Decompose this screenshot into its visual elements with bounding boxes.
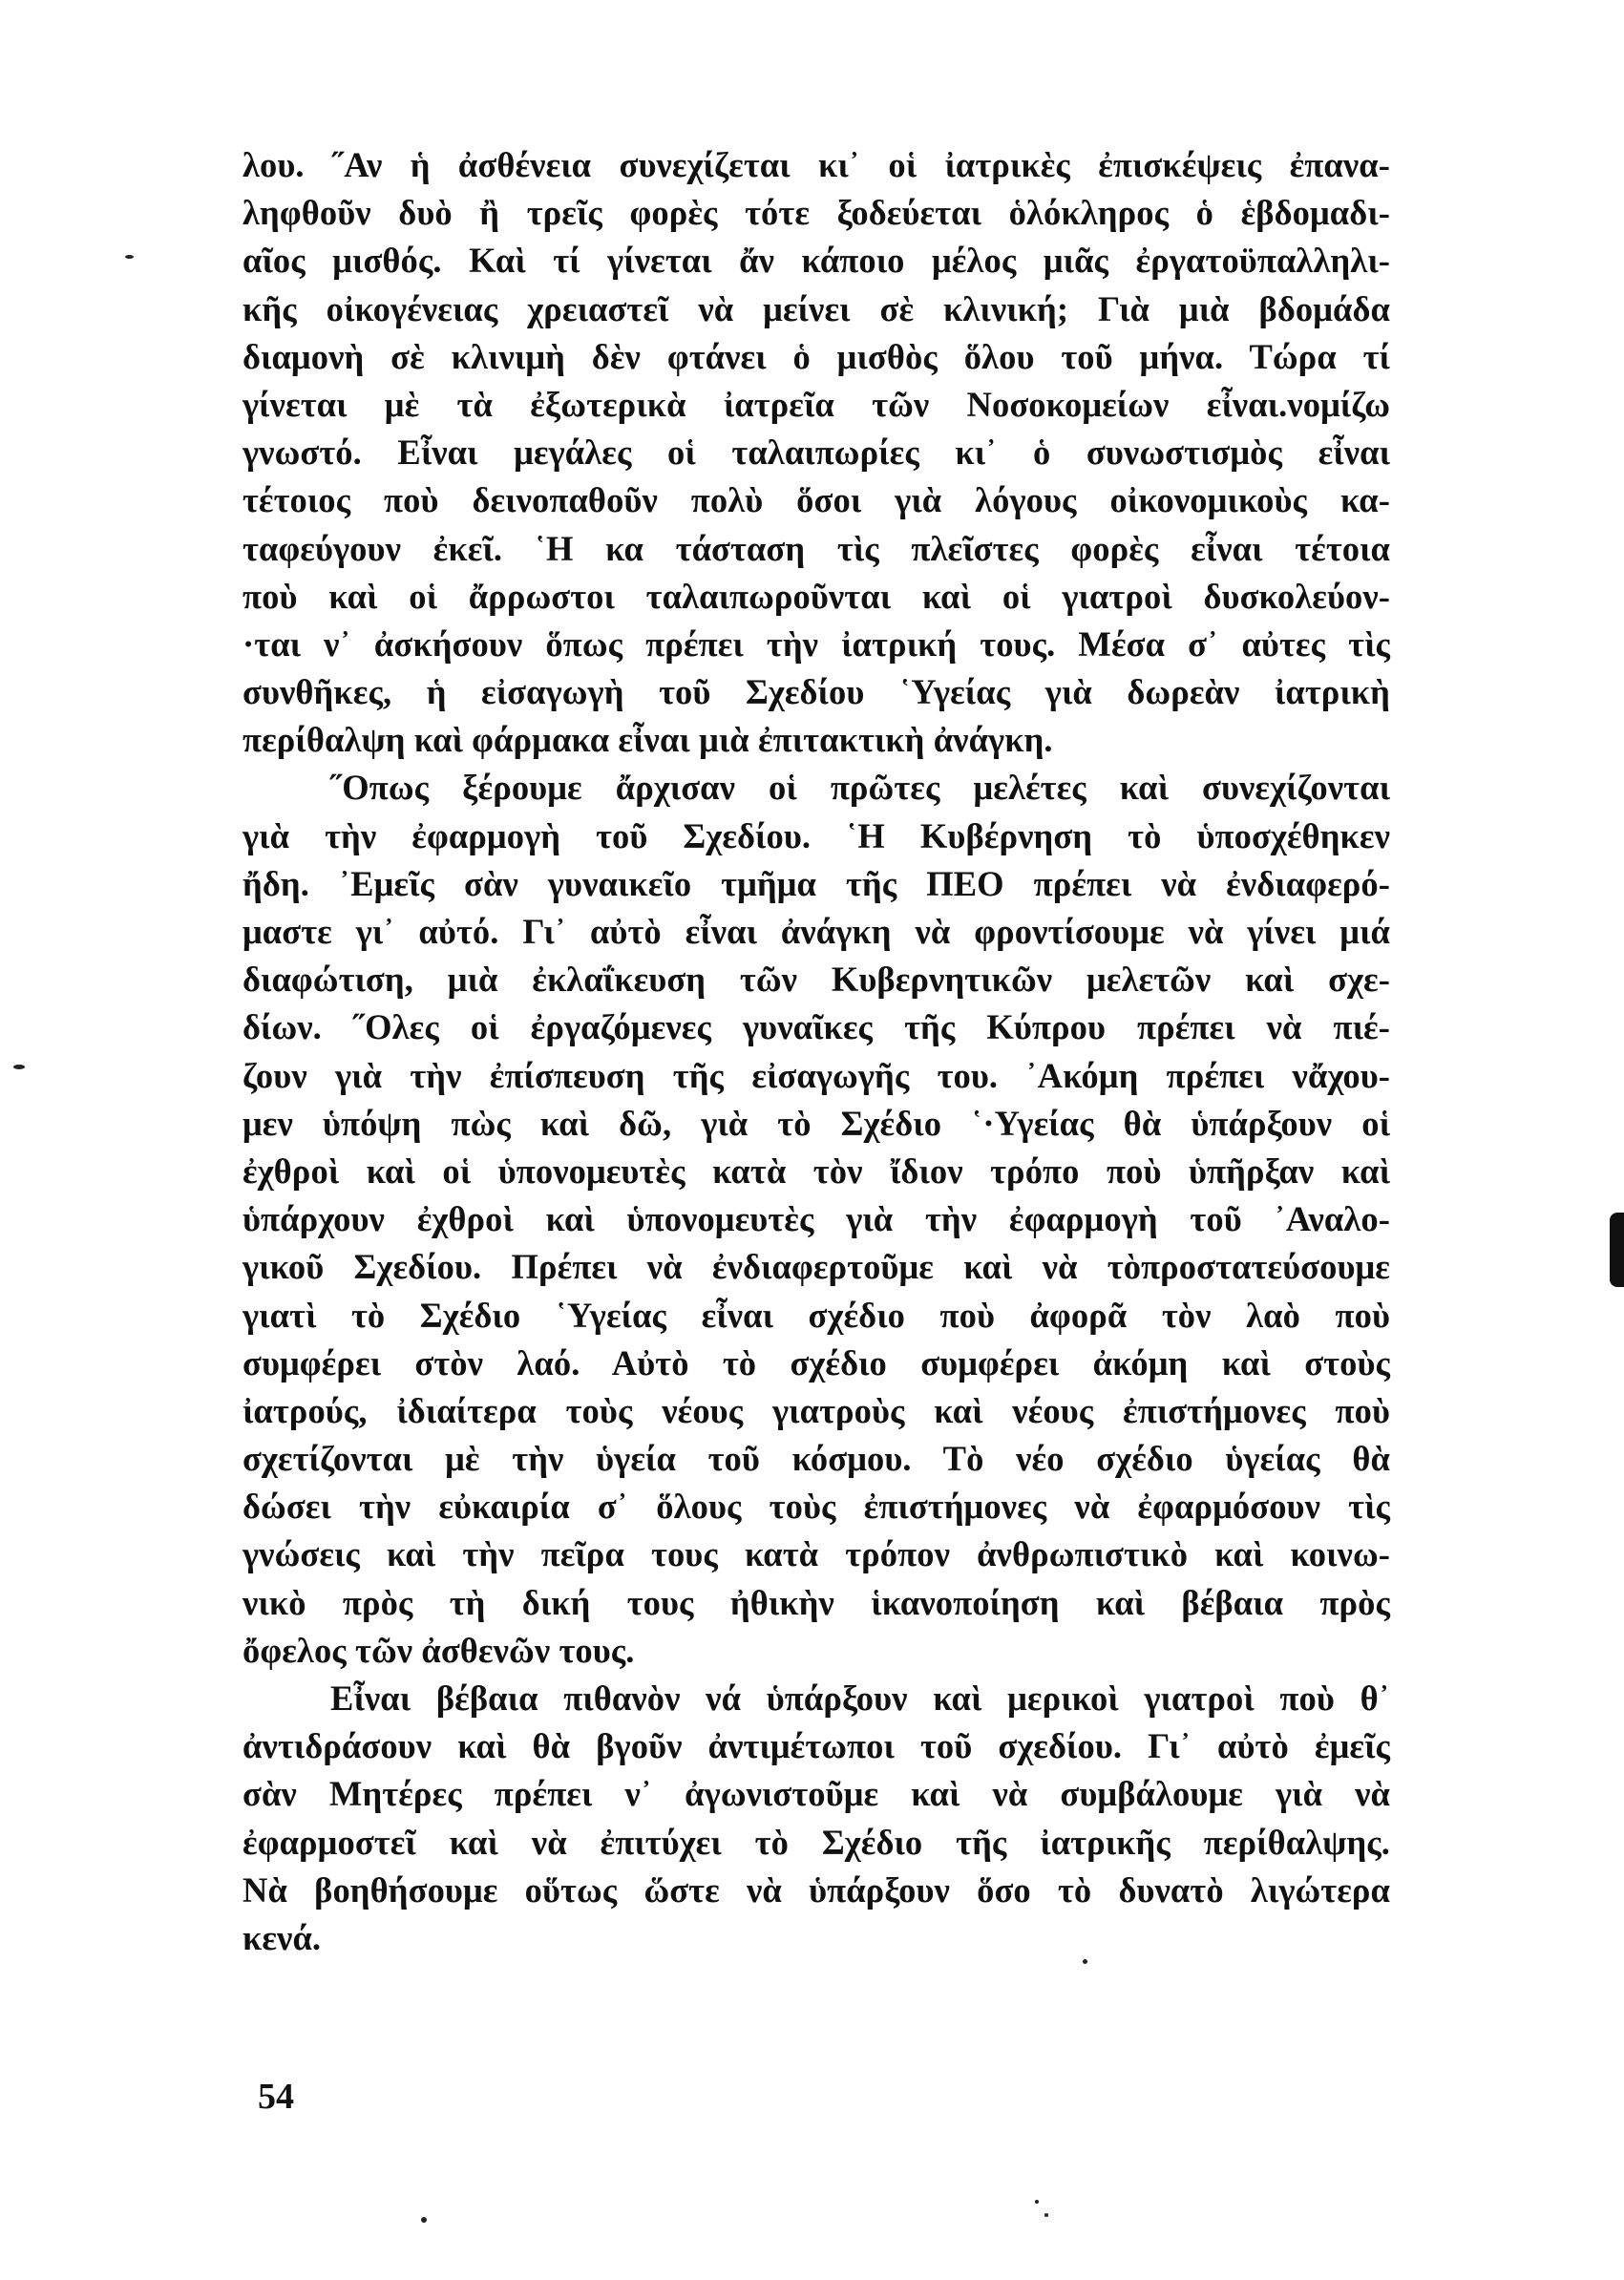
text-line: ἰατρούς, ἰδιαίτερα τοὺς νέους γιατροὺς καὶ νέους ἐπιστήμονες ποὺ: [243, 1390, 1390, 1430]
text-line: κενά.: [243, 1917, 322, 1957]
scan-edge-mark: [1610, 1213, 1624, 1287]
text-line: νικὸ πρὸς τὴ δική τους ἠθικὴν ἱκανοποίηση καὶ βέβαια πρὸς: [243, 1582, 1390, 1622]
text-line: ˝Οπως ξέρουμε ἄρχισαν οἱ πρῶτες μελέτες καὶ συνεχίζονται: [330, 768, 1390, 808]
text-line: ἐφαρμοστεῖ καὶ νὰ ἐπιτύχει τὸ Σχέδιο τῆς ἰατρικῆς περίθαλψης.: [243, 1822, 1390, 1862]
text-line: μαστε γι᾽ αὐτό. Γι᾽ αὐτὸ εἶναι ἀνάγκη νὰ φροντίσουμε νὰ γίνει μιά: [243, 912, 1390, 951]
text-line: γιατὶ τὸ Σχέδιο ῾Υγείας εἶναι σχέδιο ποὺ ἀφορᾶ τὸν λαὸ ποὺ: [243, 1295, 1390, 1335]
text-line: ὑπάρχουν ἐχθροὶ καὶ ὑπονομευτὲς γιὰ τὴν ἐφαρμογὴ τοῦ ᾽Αναλο-: [243, 1199, 1390, 1239]
text-line: γιὰ τὴν ἐφαρμογὴ τοῦ Σχεδίου. ῾Η Κυβέρνηση τὸ ὑποσχέθηκεν: [243, 815, 1390, 855]
text-line: ἀντιδράσουν καὶ θὰ βγοῦν ἀντιμέτωποι τοῦ σχεδίου. Γι᾽ αὐτὸ ἐμεῖς: [243, 1726, 1390, 1766]
text-line: δώσει τὴν εὐκαιρία σ᾽ ὅλους τοὺς ἐπιστήμονες νὰ ἐφαρμόσουν τὶς: [243, 1487, 1390, 1527]
text-line: λου. ˝Αν ἡ ἀσθένεια συνεχίζεται κι᾽ οἱ ἰατρικὲς ἐπισκέψεις ἐπανα-: [243, 145, 1390, 184]
text-line: τέτοιος ποὺ δεινοπαθοῦν πολὺ ὅσοι γιὰ λόγους οἰκονομικοὺς κα-: [243, 480, 1390, 520]
text-line: ταφεύγουν ἐκεῖ. ῾Η κα τάσταση τὶς πλεῖστες φορὲς εἶναι τέτοια: [243, 528, 1390, 568]
text-line: ἐχθροὶ καὶ οἱ ὑπονομευτὲς κατὰ τὸν ἴδιον τρόπο ποὺ ὑπῆρξαν καὶ: [243, 1151, 1390, 1191]
text-line: ζουν γιὰ τὴν ἐπίσπευση τῆς εἰσαγωγῆς του. ᾽Ακόμη πρέπει νἄχου-: [243, 1055, 1390, 1095]
text-line: Νὰ βοηθήσουμε οὕτως ὥστε νὰ ὑπάρξουν ὅσο τὸ δυνατὸ λιγώτερα: [243, 1869, 1390, 1910]
text-line: γίνεται μὲ τὰ ἐξωτερικὰ ἰατρεῖα τῶν Νοσοκομείων εἶναι.νομίζω: [243, 384, 1390, 424]
text-line: σὰν Μητέρες πρέπει ν᾽ ἀγωνιστοῦμε καὶ νὰ συμβάλουμε γιὰ νὰ: [243, 1774, 1390, 1814]
scan-speck: [1044, 2213, 1048, 2217]
text-line: ·ται ν᾽ ἀσκήσουν ὅπως πρέπει τὴν ἰατρική τους. Μέσα σ᾽ αὐτες τὶς: [243, 623, 1390, 664]
text-line: δίων. ˝Ολες οἱ ἐργαζόμενες γυναῖκες τῆς Κύπρου πρέπει νὰ πιέ-: [243, 1007, 1390, 1047]
text-line: κῆς οἰκογένειας χρειαστεῖ νὰ μείνει σὲ κλινική; Γιὰ μιὰ βδομάδα: [243, 288, 1390, 328]
text-line: γνωστό. Εἶναι μεγάλες οἱ ταλαιπωρίες κι᾽ ὁ συνωστισμὸς εἶναι: [243, 433, 1390, 473]
text-line: διαμονὴ σὲ κλινιμὴ δὲν φτάνει ὁ μισθὸς ὅλου τοῦ μήνα. Τώρα τί: [243, 336, 1390, 376]
body-text: [243, 141, 1390, 1962]
text-line: συμφέρει στὸν λαό. Αὐτὸ τὸ σχέδιο συμφέρει ἀκόμη καὶ στοὺς: [243, 1342, 1390, 1383]
scan-speck: [125, 255, 134, 259]
text-line: ληφθοῦν δυὸ ἢ τρεῖς φορὲς τότε ξοδεύεται ὁλόκληρος ὁ ἑβδομαδι-: [243, 193, 1390, 233]
text-line: περίθαλψη καὶ φάρμακα εἶναι μιὰ ἐπιτακτικὴ ἀνάγκη.: [243, 720, 1053, 760]
text-line: ποὺ καὶ οἱ ἄρρωστοι ταλαιπωροῦνται καὶ οἱ γιατροὶ δυσκολεύον-: [243, 576, 1390, 616]
text-line: Εἶναι βέβαια πιθανὸν νά ὑπάρξουν καὶ μερικοὶ γιατροὶ ποὺ θ᾽: [330, 1678, 1390, 1718]
scan-speck: [421, 2217, 427, 2223]
page-number: 54: [258, 2077, 294, 2117]
text-line: ὄφελος τῶν ἀσθενῶν τους.: [243, 1630, 635, 1670]
text-line: μεν ὑπόψη πὼς καὶ δῶ, γιὰ τὸ Σχέδιο ῾·Υγείας θὰ ὑπάρξουν οἱ: [243, 1103, 1390, 1143]
text-line: διαφώτιση, μιὰ ἐκλαΐκευση τῶν Κυβερνητικῶν μελετῶν καὶ σχε-: [243, 960, 1390, 1000]
text-line: γικοῦ Σχεδίου. Πρέπει νὰ ἐνδιαφερτοῦμε καὶ νὰ τὸπροστατεύσουμε: [243, 1247, 1390, 1287]
text-line: σχετίζονται μὲ τὴν ὑγεία τοῦ κόσμου. Τὸ νέο σχέδιο ὑγείας θὰ: [243, 1439, 1390, 1479]
text-line: αῖος μισθός. Καὶ τί γίνεται ἄν κάποιο μέλος μιᾶς ἐργατοϋπαλληλι-: [243, 241, 1390, 281]
scan-speck: [1083, 1959, 1087, 1964]
scan-speck: [1035, 2200, 1039, 2204]
text-line: συνθῆκες, ἡ εἰσαγωγὴ τοῦ Σχεδίου ῾Υγείας γιὰ δωρεὰν ἰατρικὴ: [243, 672, 1390, 712]
text-line: γνώσεις καὶ τὴν πεῖρα τους κατὰ τρόπον ἀνθρωπιστικὸ καὶ κοινω-: [243, 1534, 1390, 1574]
scan-speck: [13, 1065, 25, 1069]
text-line: ἤδη. ᾽Εμεῖς σὰν γυναικεῖο τμῆμα τῆς ΠΕΟ πρέπει νὰ ἐνδιαφερό-: [243, 863, 1390, 903]
